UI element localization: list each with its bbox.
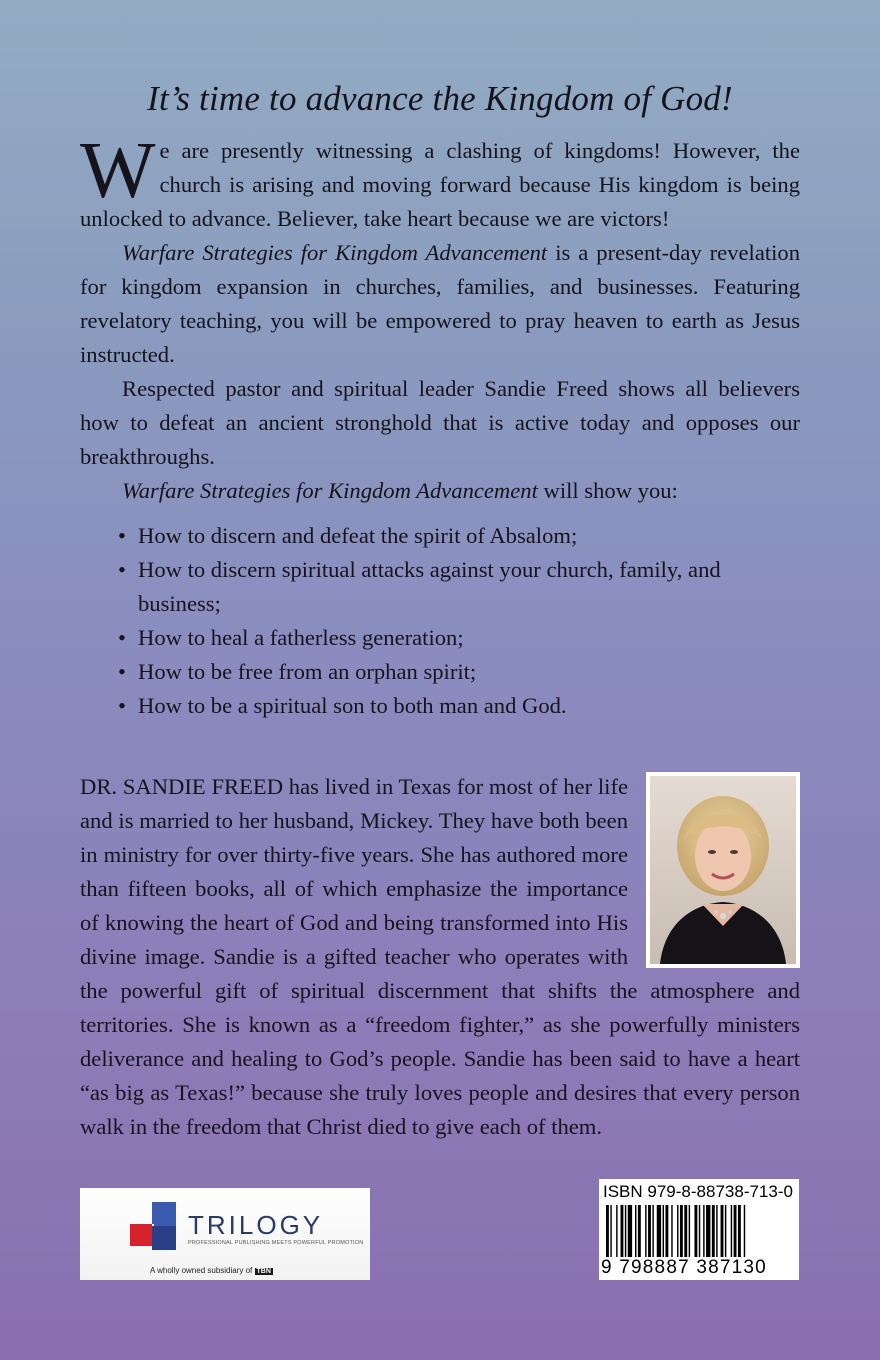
- barcode-bar: [652, 1205, 653, 1257]
- barcode-bar: [699, 1205, 700, 1257]
- list-item-text: How to be free from an orphan spirit;: [138, 659, 477, 684]
- barcode-bar: [645, 1205, 646, 1257]
- tagline: It’s time to advance the Kingdom of God!: [147, 79, 733, 118]
- list-item: [118, 519, 758, 553]
- book-title: Warfare Strategies for Kingdom Advancement: [122, 240, 548, 265]
- revelation-text: is a present-day revelation for kingdom expansion in churches, families, and businesses. Featuring revelatory teaching, you will be empowered to pray heaven to earth as Jesus instructed.: [80, 240, 800, 367]
- barcode-bar: [606, 1205, 609, 1257]
- barcode-bar: [610, 1205, 611, 1257]
- barcode-bar: [638, 1205, 641, 1257]
- list-item: [118, 655, 758, 689]
- revelation-paragraph: [80, 236, 800, 372]
- will-show-paragraph: [80, 474, 800, 508]
- subsidiary-text: A wholly owned subsidiary of: [150, 1266, 253, 1275]
- author-summary-paragraph: Respected pastor and spiritual leader Sandie Freed shows all believers how to defeat an ancient stronghold that is active today and opposes our breakthroughs.: [80, 376, 800, 469]
- barcode-bar: [721, 1205, 724, 1257]
- list-item: [118, 621, 758, 655]
- barcode-bar: [677, 1205, 678, 1257]
- intro-text: e are presently witnessing a clashing of kingdoms! However, the church is arising and moving forward because His kingdom is being unlocked to advance. Believer, take heart because we are victors!: [80, 138, 800, 231]
- list-item-text: How to discern and defeat the spirit of Absalom;: [138, 523, 578, 548]
- isbn-label: ISBN 979-8-88738-713-0: [603, 1182, 793, 1201]
- barcode-bar: [694, 1205, 697, 1257]
- barcode-bar: [616, 1205, 617, 1257]
- barcode-bar: [671, 1205, 672, 1257]
- list-item: [118, 689, 758, 723]
- barcode-bar: [680, 1205, 683, 1257]
- barcode-bar: [684, 1205, 687, 1257]
- barcode-bar: [663, 1205, 664, 1257]
- list-item-text: How to be a spiritual son to both man and God.: [138, 693, 567, 718]
- barcode-bar: [648, 1205, 651, 1257]
- barcode-bar: [706, 1205, 710, 1257]
- publisher-logo: [80, 1188, 370, 1280]
- list-item-text: How to discern spiritual attacks against your church, family, and business;: [138, 557, 721, 616]
- author-photo: [646, 772, 800, 968]
- barcode-bar: [731, 1205, 732, 1257]
- description: [80, 127, 800, 508]
- bullet-icon: •: [118, 693, 126, 718]
- trilogy-squares-icon: [126, 1200, 186, 1260]
- bullet-icon: •: [118, 625, 126, 650]
- will-show-text: will show you:: [537, 478, 678, 503]
- barcode-bar: [657, 1205, 661, 1257]
- barcode-bar: [665, 1205, 668, 1257]
- tbn-logo: TBN: [256, 1268, 271, 1275]
- barcode-bar: [712, 1205, 715, 1257]
- bullet-icon: •: [118, 557, 126, 582]
- barcode-bar: [703, 1205, 704, 1257]
- barcode-bar: [744, 1205, 745, 1257]
- publisher-name: TRILOGY: [188, 1210, 324, 1240]
- benefit-list: [118, 519, 758, 723]
- list-item: [118, 553, 758, 621]
- bio-text: DR. SANDIE FREED has lived in Texas for most of her life and is married to her husband, Mickey. They have both been in ministry for over thirty-five years. She has authored more than fifteen books, all of which emphasize the importance of knowing the heart of God and being transformed into His divine image. Sandie is a gifted teacher who operates with the powerful gift of spiritual discernment that shifts the atmosphere and territories. She is known as a “freedom fighter,” as she powerfully ministers deliverance and healing to God’s people. Sandie has been said to have a heart “as big as Texas!” because she truly loves people and desires that every person walk in the freedom that Christ died to give each of them.: [80, 774, 800, 1139]
- list-item-text: How to heal a fatherless generation;: [138, 625, 464, 650]
- barcode-bar: [716, 1205, 717, 1257]
- publisher-tagline: PROFESSIONAL PUBLISHING MEETS POWERFUL PROMOTION: [188, 1240, 364, 1246]
- barcode-bar: [725, 1205, 726, 1257]
- drop-cap: W: [80, 127, 156, 215]
- barcode-bar: [635, 1205, 636, 1257]
- bullet-icon: •: [118, 659, 126, 684]
- author-portrait-icon: [650, 776, 796, 964]
- book-title: Warfare Strategies for Kingdom Advancement: [122, 478, 538, 503]
- barcode-bar: [689, 1205, 690, 1257]
- barcode-bar: [628, 1205, 632, 1257]
- bullet-icon: •: [118, 523, 126, 548]
- publisher-subsidiary: [150, 1266, 273, 1275]
- isbn-barcode: [599, 1179, 799, 1280]
- barcode-bar: [734, 1205, 737, 1257]
- barcode-bar: [625, 1205, 626, 1257]
- barcode-icon: [604, 1205, 794, 1259]
- barcode-bar: [738, 1205, 741, 1257]
- author-bio: [80, 770, 800, 1144]
- intro-paragraph: [80, 127, 800, 236]
- isbn-digits: 9 798887 387130: [601, 1257, 767, 1278]
- barcode-bar: [621, 1205, 624, 1257]
